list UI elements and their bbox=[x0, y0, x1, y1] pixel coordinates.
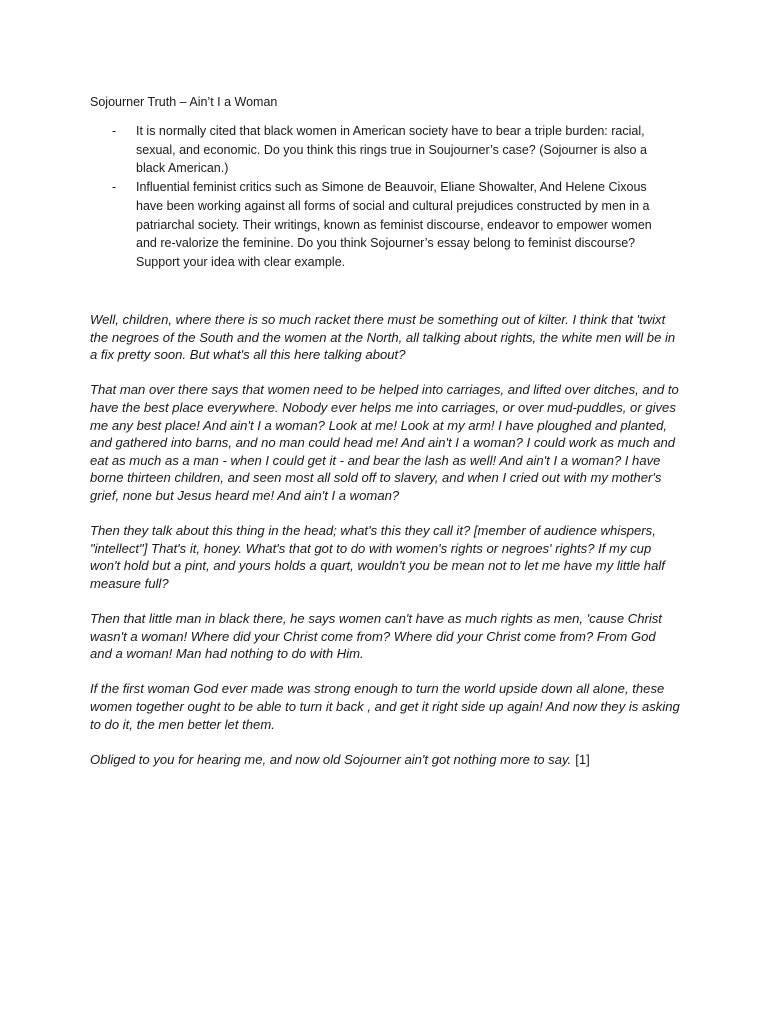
citation-marker: [1] bbox=[575, 751, 590, 767]
question-item bbox=[90, 178, 670, 272]
discussion-questions bbox=[90, 122, 670, 272]
question-item bbox=[90, 122, 670, 178]
document-title: Sojourner Truth – Ain’t I a Woman bbox=[90, 95, 278, 109]
speech-closing bbox=[90, 751, 680, 769]
question-text: Influential feminist critics such as Simone de Beauvoir, Eliane Showalter, And Helene Cixous have been working against all forms of social and cultural prejudices constructed by men in a patriarchal society. Their writings, known as feminist discourse, endeavor to empower women and re-valorize the feminine. Do you think Sojourner’s essay belong to feminist discourse? Support your idea with clear example. bbox=[136, 180, 652, 269]
bullet-dash: - bbox=[112, 124, 117, 138]
speech-paragraph: Well, children, where there is so much racket there must be something out of kilter. I think that 'twixt the negroes of the South and the women at the North, all talking about rights, the white men will be in a fix pretty soon. But what's all this here talking about? bbox=[90, 312, 676, 363]
speech-closing-text: Obliged to you for hearing me, and now old Sojourner ain't got nothing more to say. bbox=[90, 751, 572, 767]
bullet-dash: - bbox=[112, 180, 117, 195]
speech-paragraph: If the first woman God ever made was strong enough to turn the world upside down all alone, these women together ought to be able to turn it back , and get it right side up again! And now they is asking to do it, the men better let them. bbox=[90, 681, 680, 732]
question-text: It is normally cited that black women in American society have to bear a triple burden: racial, sexual, and economic. Do you think this rings true in Soujourner’s case? (Sojourner is also a black American.) bbox=[136, 124, 647, 176]
speech-paragraph: Then that little man in black there, he says women can't have as much rights as men, 'cause Christ wasn't a woman! Where did your Christ come from? Where did your Christ come from? From God and a woman! Man had nothing to do with Him. bbox=[90, 611, 662, 662]
speech-paragraph: Then they talk about this thing in the head; what's this they call it? [member of audience whispers, "intellect"] That's it, honey. What's that got to do with women's rights or negroes' rights? If my cup won't hold but a pint, and yours holds a quart, wouldn't you be mean not to let me have my little half measure full? bbox=[90, 523, 665, 591]
speech-paragraph: That man over there says that women need to be helped into carriages, and lifted over ditches, and to have the best place everywhere. Nobody ever helps me into carriages, or over mud-puddles, or gives me any best place! And ain't I a woman? Look at me! Look at my arm! I have ploughed and planted, and gathered into barns, and no man could head me! And ain't I a woman? I could work as much and eat as much as a man - when I could get it - and bear the lash as well! And ain't I a woman? I have borne thirteen children, and seen most all sold off to slavery, and when I cried out with my mother's grief, none but Jesus heard me! And ain't I a woman? bbox=[90, 382, 679, 503]
speech-text bbox=[90, 311, 680, 786]
